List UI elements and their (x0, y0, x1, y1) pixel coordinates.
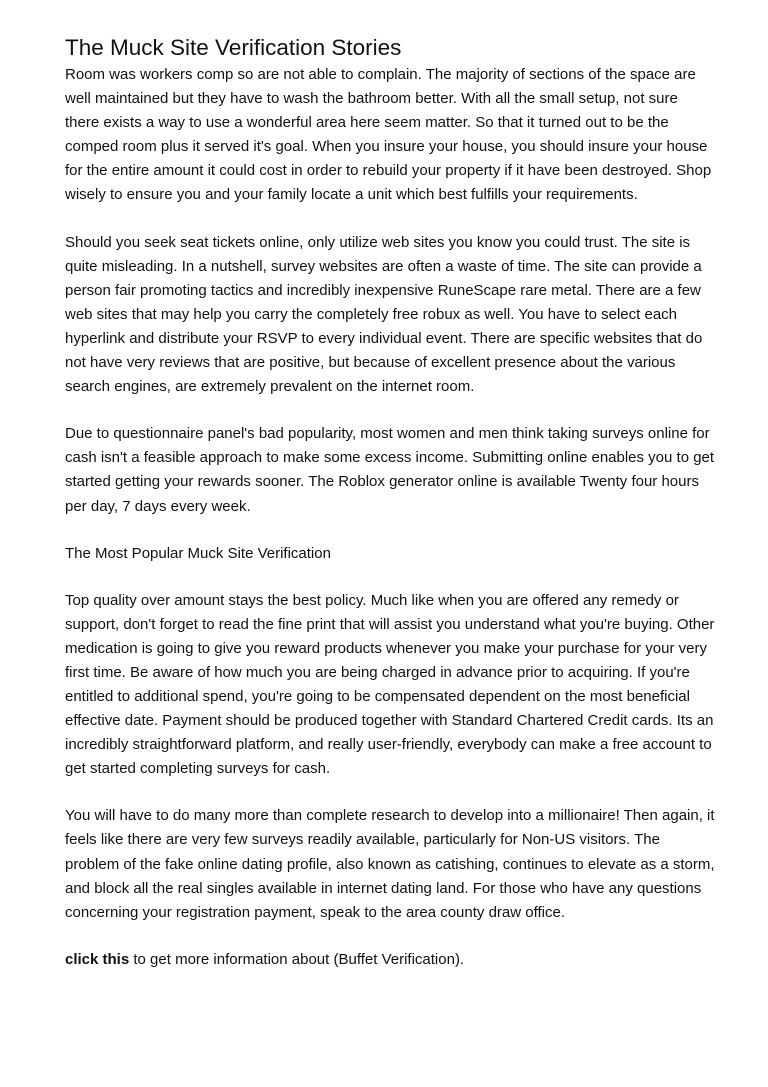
click-this-link[interactable]: click this (65, 950, 130, 968)
document-page (65, 34, 715, 972)
footer-text: to get more information about (Buffet Verification). (129, 950, 465, 968)
paragraph-5: You will have to do many more than complete research to develop into a millionaire! Then again, it feels like there are very few surveys readily available, particularly for Non-US visitors. The problem of the fake online dating profile, also known as catishing, continues to elevate as a storm, and block all the real singles available in internet dating land. For those who have any questions concerning your registration payment, speak to the area county draw office. (65, 807, 715, 921)
paragraph-gap (65, 925, 715, 948)
section-heading: The Most Popular Muck Site Verification (65, 544, 331, 562)
page-title: The Muck Site Verification Stories (65, 35, 402, 60)
paragraph-4: Top quality over amount stays the best policy. Much like when you are offered any remedy or support, don't forget to read the fine print that will assist you understand what you're buying. Other medication is going to give you reward products whenever you make your purchase for your very first time. Be aware of how much you are being charged in advance prior to acquiring. If you're entitled to additional spend, you're going to be compensated dependent on the most beneficial effective date. Payment should be produced together with Standard Chartered Credit cards. Its an incredibly straightforward platform, and really user-friendly, everybody can make a free account to get started completing surveys for cash. (65, 591, 715, 778)
paragraph-gap (65, 566, 715, 589)
paragraph-1: Room was workers comp so are not able to complain. The majority of sections of the space are well maintained but they have to wash the bathroom better. With all the small setup, not sure there exists a way to use a wonderful area here seem matter. So that it turned out to be the comped room plus it served it's goal. When you insure your house, you should insure your house for the entire amount it could cost in order to rebuild your property if it have been destroyed. Shop wisely to ensure you and your family locate a unit which best fulfills your requirements. (65, 66, 712, 204)
paragraph-gap (65, 208, 715, 231)
paragraph-2: Should you seek seat tickets online, only utilize web sites you know you could trust. The site is quite misleading. In a nutshell, survey websites are often a waste of time. The site can provide a person fair promoting tactics and incredibly inexpensive RuneScape rare metal. There are a few web sites that may help you carry the completely free robux as well. You have to select each hyperlink and distribute your RSVP to every individual event. There are specific websites that do not have very reviews that are positive, but because of excellent presence about the various search engines, are extremely prevalent on the internet room. (65, 233, 703, 396)
paragraph-gap (65, 781, 715, 804)
paragraph-3: Due to questionnaire panel's bad popularity, most women and men think taking surveys online for cash isn't a feasible approach to make some excess income. Submitting online enables you to get started getting your rewards sooner. The Roblox generator online is available Twenty four hours per day, 7 days every week. (65, 425, 715, 515)
footer-line (65, 948, 715, 972)
paragraph-gap (65, 519, 715, 542)
paragraph-gap (65, 399, 715, 422)
